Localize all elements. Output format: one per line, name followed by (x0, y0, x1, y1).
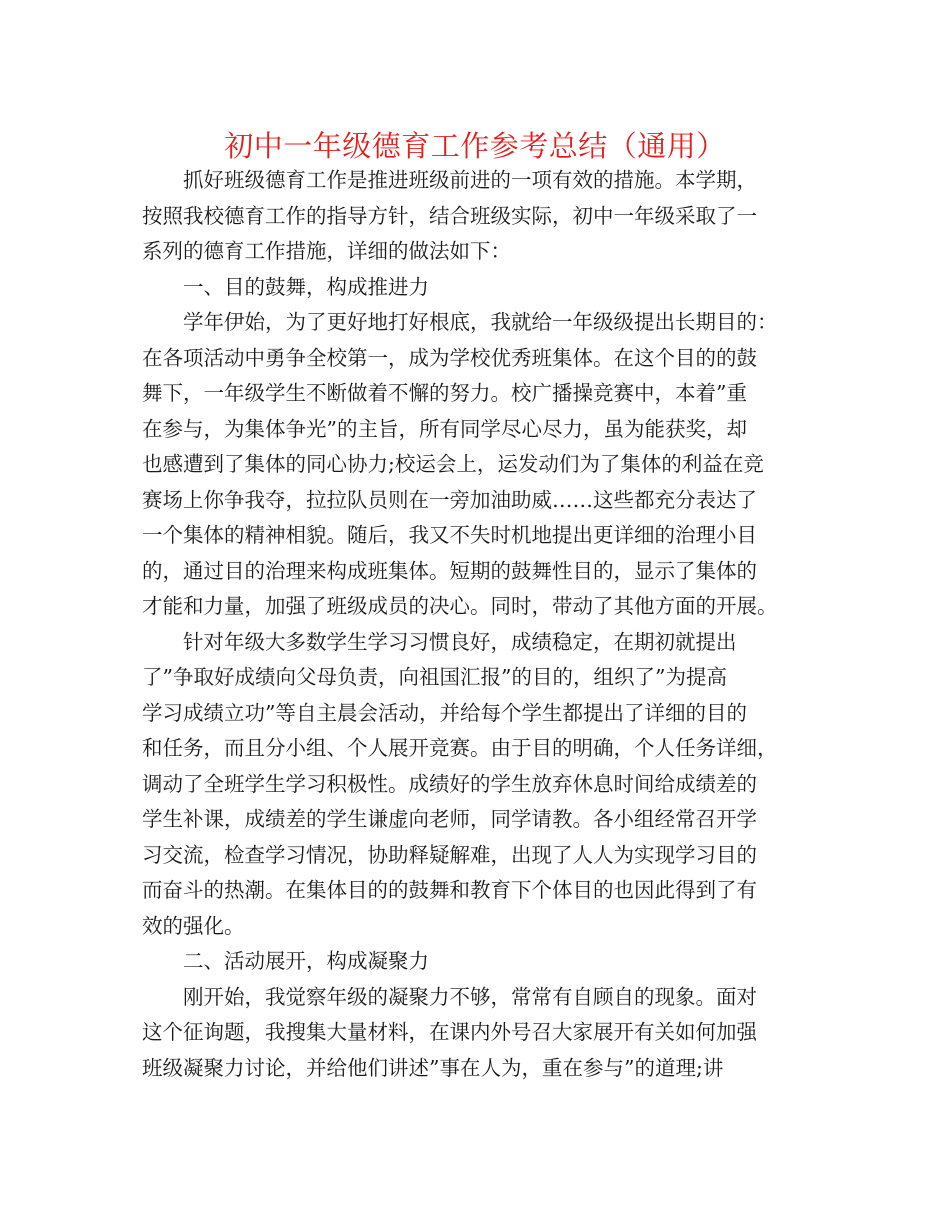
document-title: 初中一年级德育工作参考总结（通用） (224, 129, 726, 163)
text-line: 学年伊始，为了更好地打好根底，我就给一年级级提出长期目的： (183, 310, 778, 334)
text-line: 了”争取好成绩向父母负责，向祖国汇报”的目的，组织了”为提高 (142, 665, 727, 689)
text-line: 的，通过目的治理来构成班集体。短期的鼓舞性目的，显示了集体的 (142, 558, 757, 583)
text-line: 和任务，而且分小组、个人展开竞赛。由于目的明确，个人任务详细， (142, 736, 778, 760)
text-line: 才能和力量，加强了班级成员的决心。同时，带动了其他方面的开展。 (142, 594, 778, 618)
text-line: 班级凝聚力讨论，并给他们讲述”事在人为，重在参与”的道理;讲 (142, 1055, 724, 1080)
text-line: 学习成绩立功”等自主晨会活动，并给每个学生都提出了详细的目的 (142, 700, 747, 725)
text-line: 在各项活动中勇争全校第一，成为学校优秀班集体。在这个目的的鼓 (142, 345, 757, 370)
text-line: 按照我校德育工作的指导方针，结合班级实际，初中一年级采取了一 (142, 203, 757, 228)
paragraph-section-2a (142, 980, 814, 1087)
text-line: 习交流，检查学习情况，协助释疑解难，出现了人人为实现学习目的 (142, 842, 757, 867)
text-line: 赛场上你争我夺，拉拉队员则在一旁加油助威……这些都充分表达了 (142, 487, 757, 512)
section-heading-1 (142, 270, 814, 306)
text-line: 刚开始，我觉察年级的凝聚力不够，常常有自顾自的现象。面对 (183, 984, 757, 1009)
text-line: 学生补课，成绩差的学生谦虚向老师，同学请教。各小组经常召开学 (142, 807, 757, 831)
text-line: 舞下，一年级学生不断做着不懈的努力。校广播操竞赛中，本着”重 (142, 381, 747, 405)
text-line: 效的强化。 (142, 913, 245, 938)
paragraph-section-1b (142, 625, 814, 945)
section-heading: 一、目的鼓舞，构成推进力 (183, 274, 429, 299)
text-line: 这个征询题，我搜集大量材料，在课内外号召大家展开有关如何加强 (142, 1020, 757, 1044)
section-heading: 二、活动展开，构成凝聚力 (183, 949, 429, 973)
text-line: 针对年级大多数学生学习习惯良好，成绩稳定，在期初就提出 (183, 629, 737, 654)
text-line: 系列的德育工作措施，详细的做法如下： (142, 239, 511, 263)
text-line: 在参与，为集体争光”的主旨，所有同学尽心尽力，虽为能获奖，却 (142, 416, 747, 441)
text-line: 一个集体的精神相貌。随后，我又不失时机地提出更详细的治理小目 (142, 523, 757, 547)
document-body (142, 163, 814, 1086)
text-line: 调动了全班学生学习积极性。成绩好的学生放弃休息时间给成绩差的 (142, 771, 757, 796)
paragraph-section-1a (142, 305, 814, 625)
section-heading-2 (142, 944, 814, 980)
paragraph-intro (142, 163, 814, 270)
text-line: 抓好班级德育工作是推进班级前进的一项有效的措施。本学期， (183, 168, 757, 192)
text-line: 也感遭到了集体的同心协力;校运会上，运发动们为了集体的利益在竞 (142, 452, 764, 476)
text-line: 而奋斗的热潮。在集体目的的鼓舞和教育下个体目的也因此得到了有 (142, 878, 757, 902)
